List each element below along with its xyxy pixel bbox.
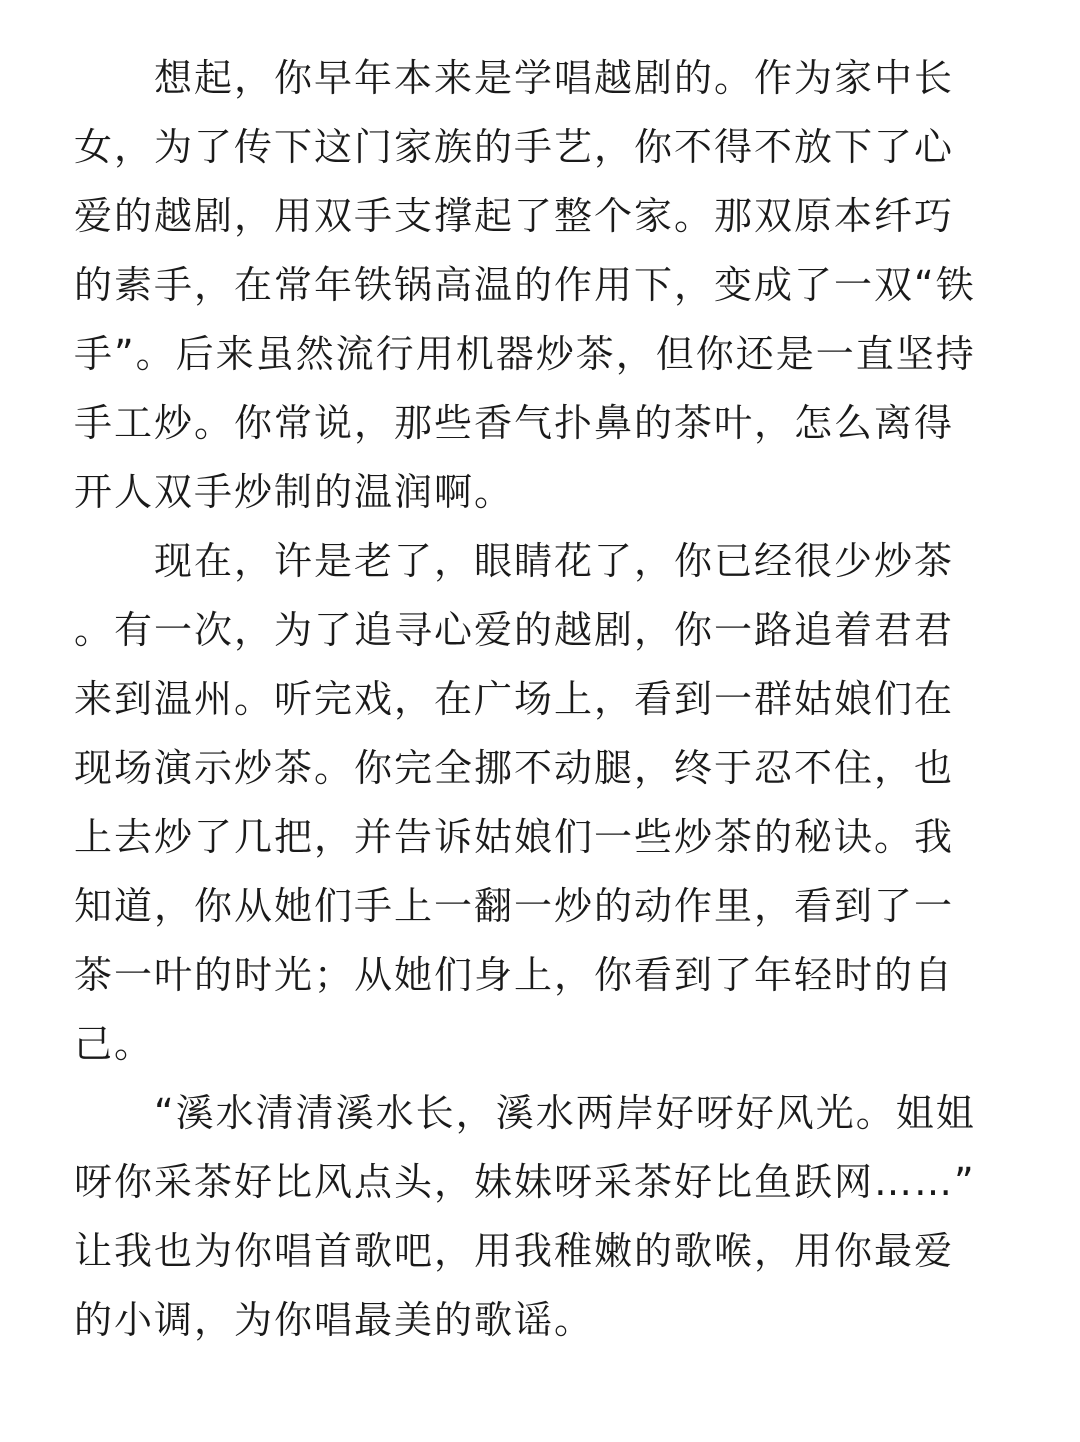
text-line: 想起，你早年本来是学唱越剧的。作为家中长 bbox=[154, 56, 955, 100]
text-line: 知道，你从她们手上一翻一炒的动作里，看到了一 bbox=[74, 884, 955, 928]
text-line: 现在，许是老了，眼睛花了，你已经很少炒茶 bbox=[154, 539, 955, 583]
text-line: 的小调，为你唱最美的歌谣。 bbox=[74, 1298, 595, 1342]
text-line: 己。 bbox=[74, 1022, 155, 1066]
article-body bbox=[74, 44, 994, 1355]
text-line: 上去炒了几把，并告诉姑娘们一些炒茶的秘诀。我 bbox=[74, 815, 955, 859]
text-line: 手”。后来虽然流行用机器炒茶，但你还是一直坚持 bbox=[74, 332, 976, 376]
paragraph-3 bbox=[74, 1079, 994, 1355]
text-line: 来到温州。听完戏，在广场上，看到一群姑娘们在 bbox=[74, 677, 955, 721]
text-line: 女，为了传下这门家族的手艺，你不得不放下了心 bbox=[74, 125, 955, 169]
text-line: 的素手，在常年铁锅高温的作用下，变成了一双“铁 bbox=[74, 263, 976, 307]
paragraph-1 bbox=[74, 44, 994, 527]
text-line: 现场演示炒茶。你完全挪不动腿，终于忍不住，也 bbox=[74, 746, 955, 790]
text-line: 呀你采茶好比风点头，妹妹呀采茶好比鱼跃网……” bbox=[74, 1160, 976, 1204]
text-line: 开人双手炒制的温润啊。 bbox=[74, 470, 515, 514]
text-line: 手工炒。你常说，那些香气扑鼻的茶叶，怎么离得 bbox=[74, 401, 955, 445]
text-line: 爱的越剧，用双手支撑起了整个家。那双原本纤巧 bbox=[74, 194, 955, 238]
paragraph-2 bbox=[74, 527, 994, 1079]
text-line: “溪水清清溪水长，溪水两岸好呀好风光。姐姐 bbox=[154, 1091, 976, 1135]
text-line: 茶一叶的时光；从她们身上，你看到了年轻时的自 bbox=[74, 953, 955, 997]
text-line: 让我也为你唱首歌吧，用我稚嫩的歌喉，用你最爱 bbox=[74, 1229, 955, 1273]
text-line: 。有一次，为了追寻心爱的越剧，你一路追着君君 bbox=[74, 608, 955, 652]
